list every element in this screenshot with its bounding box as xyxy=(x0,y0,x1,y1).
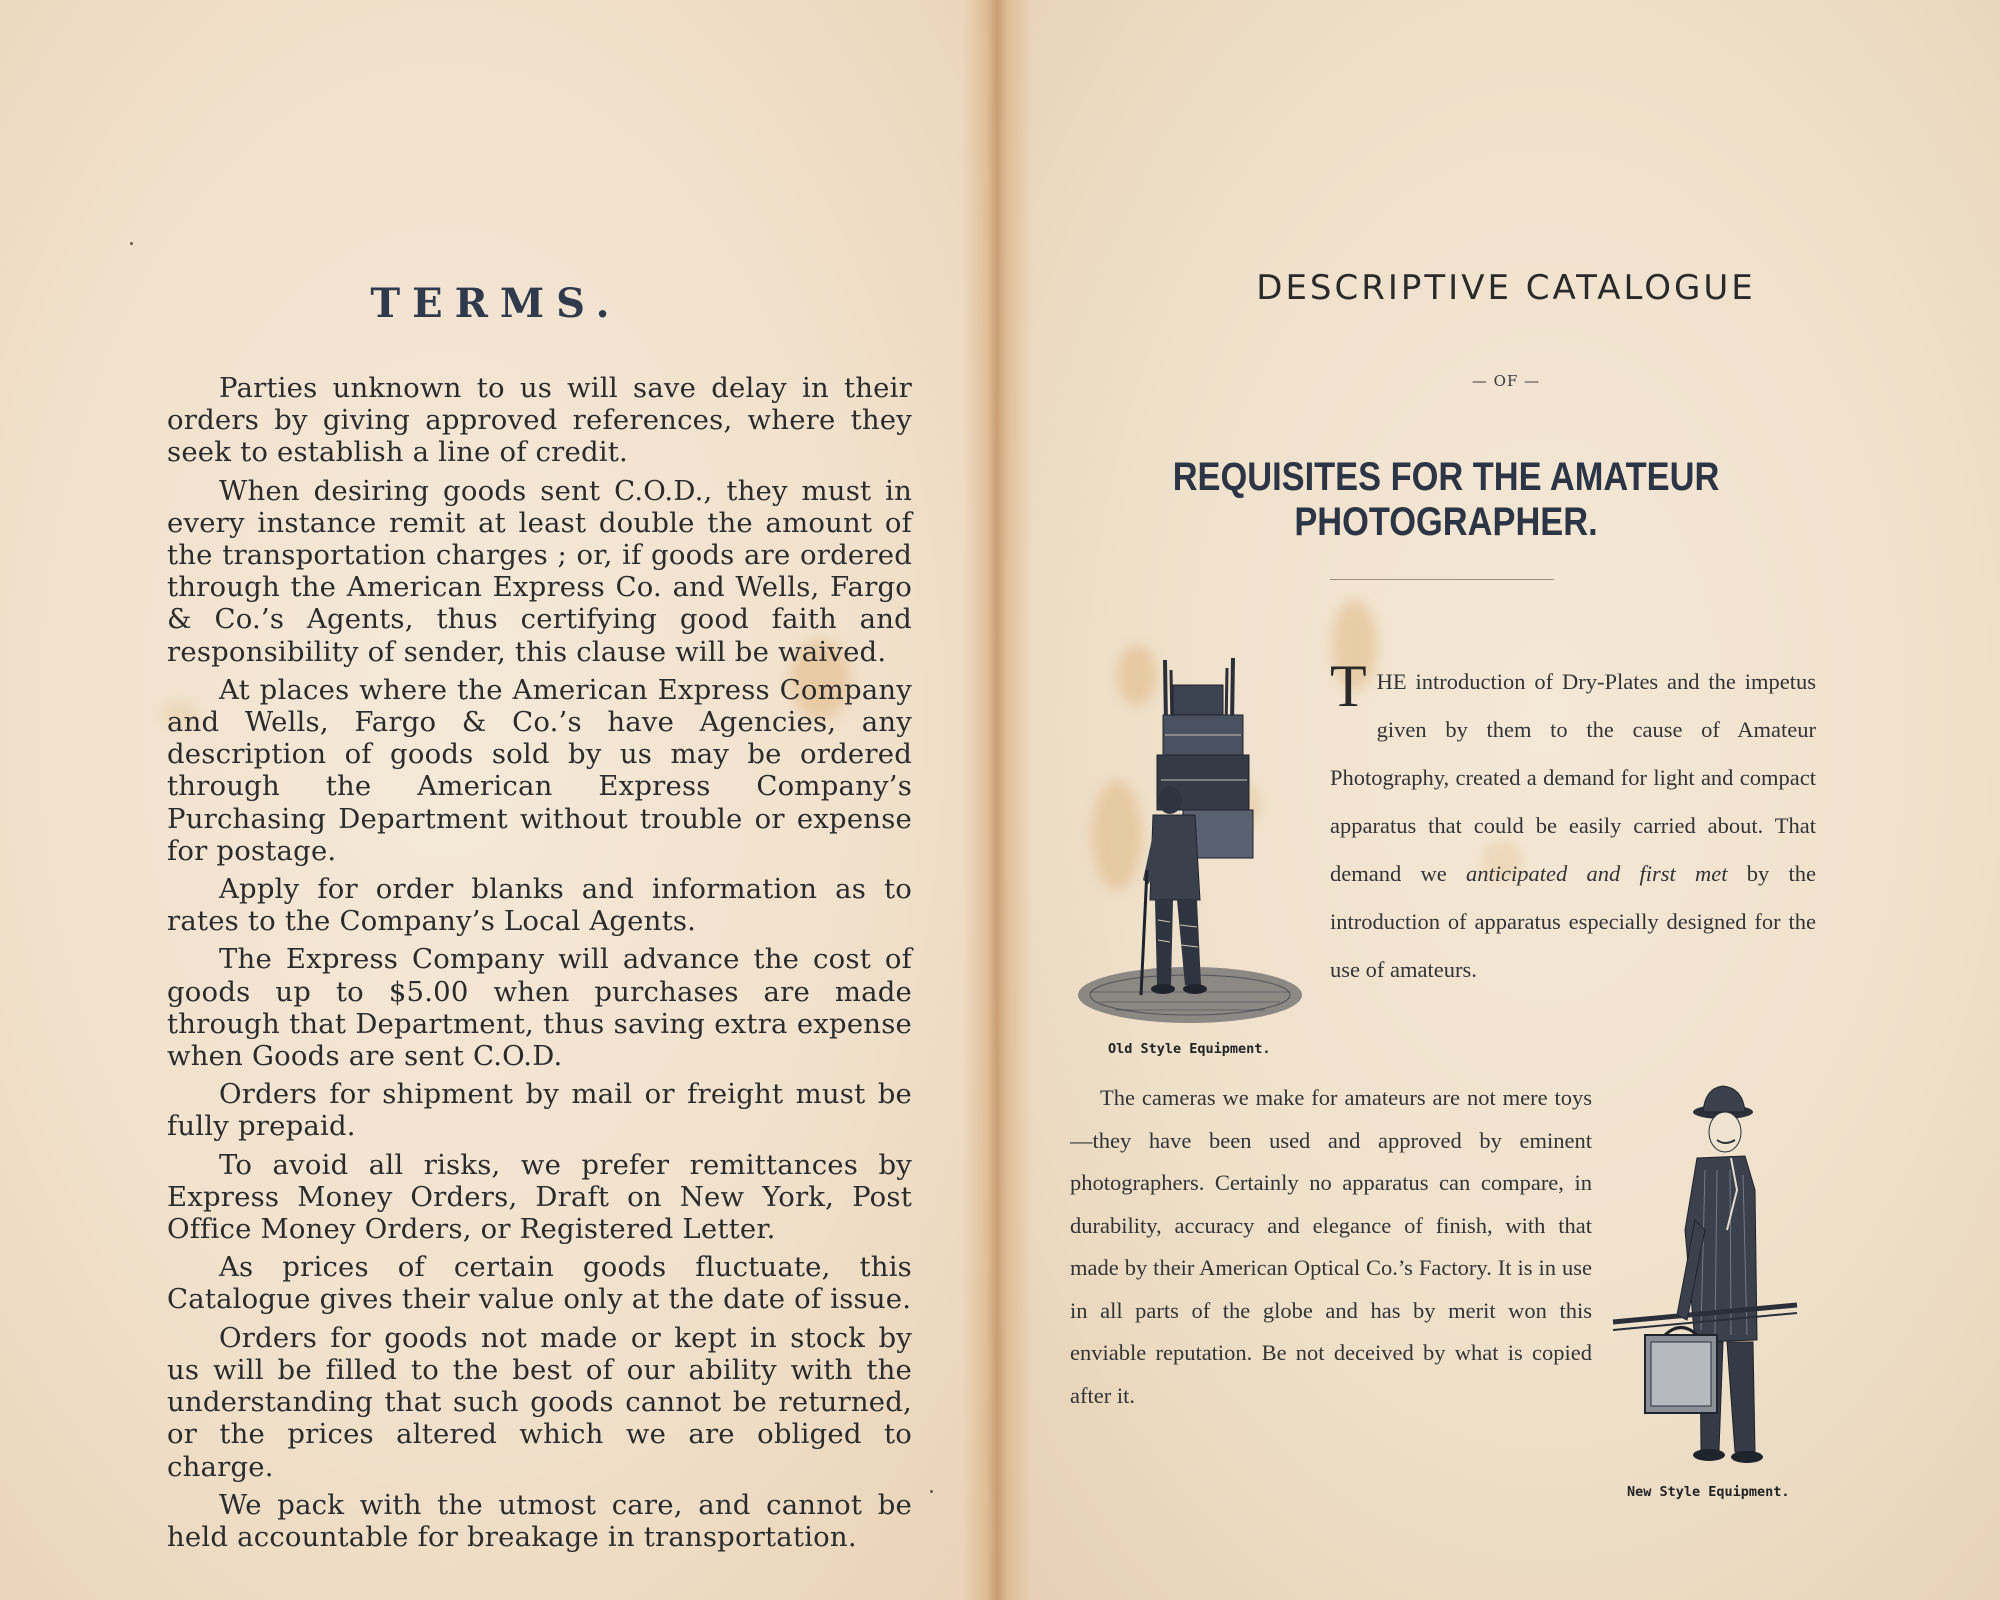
new-style-equipment-illustration xyxy=(1605,1080,1805,1475)
terms-paragraph: Orders for shipment by mail or freight must be fully prepaid. xyxy=(167,1078,912,1143)
terms-paragraph: The Express Company will advance the cost of goods up to $5.00 when purchases are made through that Department, thus saving extra expense when Goods are sent C.O.D. xyxy=(167,943,912,1073)
second-paragraph xyxy=(1070,1077,1592,1417)
page-mark xyxy=(130,242,133,245)
terms-paragraph: We pack with the utmost care, and cannot be held accountable for breakage in transportation. xyxy=(167,1488,912,1553)
page-mark xyxy=(930,1490,933,1493)
divider-rule xyxy=(1330,579,1554,580)
terms-paragraph: To avoid all risks, we prefer remittances by Express Money Orders, Draft on New York, Post Office Money Orders, or Registered Letter. xyxy=(167,1148,912,1246)
old-style-equipment-illustration xyxy=(1075,640,1305,1030)
book-gutter xyxy=(962,0,1032,1600)
intro-text-end: by the introduction of apparatus especially designed for the use of amateurs. xyxy=(1330,861,1817,982)
terms-paragraph: As prices of certain goods fluctuate, this Catalogue gives their value only at the date of issue. xyxy=(167,1251,912,1316)
terms-paragraph: Orders for goods not made or kept in stock by us will be filled to the best of our ability with the understanding that such goods cannot be returned, or the prices altered which we are obliged to charge. xyxy=(167,1321,912,1483)
terms-paragraph: Parties unknown to us will save delay in their orders by giving approved references, where they seek to establish a line of credit. xyxy=(167,372,912,469)
terms-heading: TERMS. xyxy=(370,280,622,327)
second-paragraph-text: The cameras we make for amateurs are not mere toys—they have been used and approved by eminent photographers. Certainly no apparatus can compare, in durability, accuracy and elegance of finish, with that made by their American Optical Co.’s Factory. It is in use in all parts of the globe and has by merit won this enviable reputation. Be not deceived by what is copied after it. xyxy=(1070,1085,1592,1408)
terms-paragraph: Apply for order blanks and information as to rates to the Company’s Local Agents. xyxy=(167,873,912,938)
terms-paragraph: When desiring goods sent C.O.D., they must in every instance remit at least double the amount of the transportation charges ; or, if goods are ordered through the American Express Co. and Wells, Fargo & Co.’s Agents, thus certifying good faith and responsibility of sender, this clause will be waived. xyxy=(167,474,912,668)
new-style-caption: New Style Equipment. xyxy=(1627,1484,1790,1500)
terms-body xyxy=(167,372,912,1559)
intro-paragraph xyxy=(1330,653,1817,994)
of-connector: — OF — xyxy=(1471,372,1541,390)
old-style-caption: Old Style Equipment. xyxy=(1108,1041,1271,1057)
terms-paragraph: At places where the American Express Company and Wells, Fargo & Co.’s have Agencies, any description of goods sold by us may be ordered through the American Express Company’s Purchasing Department without trouble or expense for postage. xyxy=(167,673,912,867)
intro-text-start: HE introduction of Dry-Plates and the impetus given by them to the cause of Amateur Photography, created a demand for light and compact apparatus that could be easily carried about. That demand we xyxy=(1330,669,1816,886)
drop-cap: T xyxy=(1330,653,1367,719)
intro-emphasis: anticipated and first met xyxy=(1465,861,1728,886)
catalogue-subtitle: REQUISITES FOR THE AMATEUR PHOTOGRAPHER. xyxy=(1172,455,1720,544)
catalogue-title: DESCRIPTIVE CATALOGUE xyxy=(1256,268,1756,308)
